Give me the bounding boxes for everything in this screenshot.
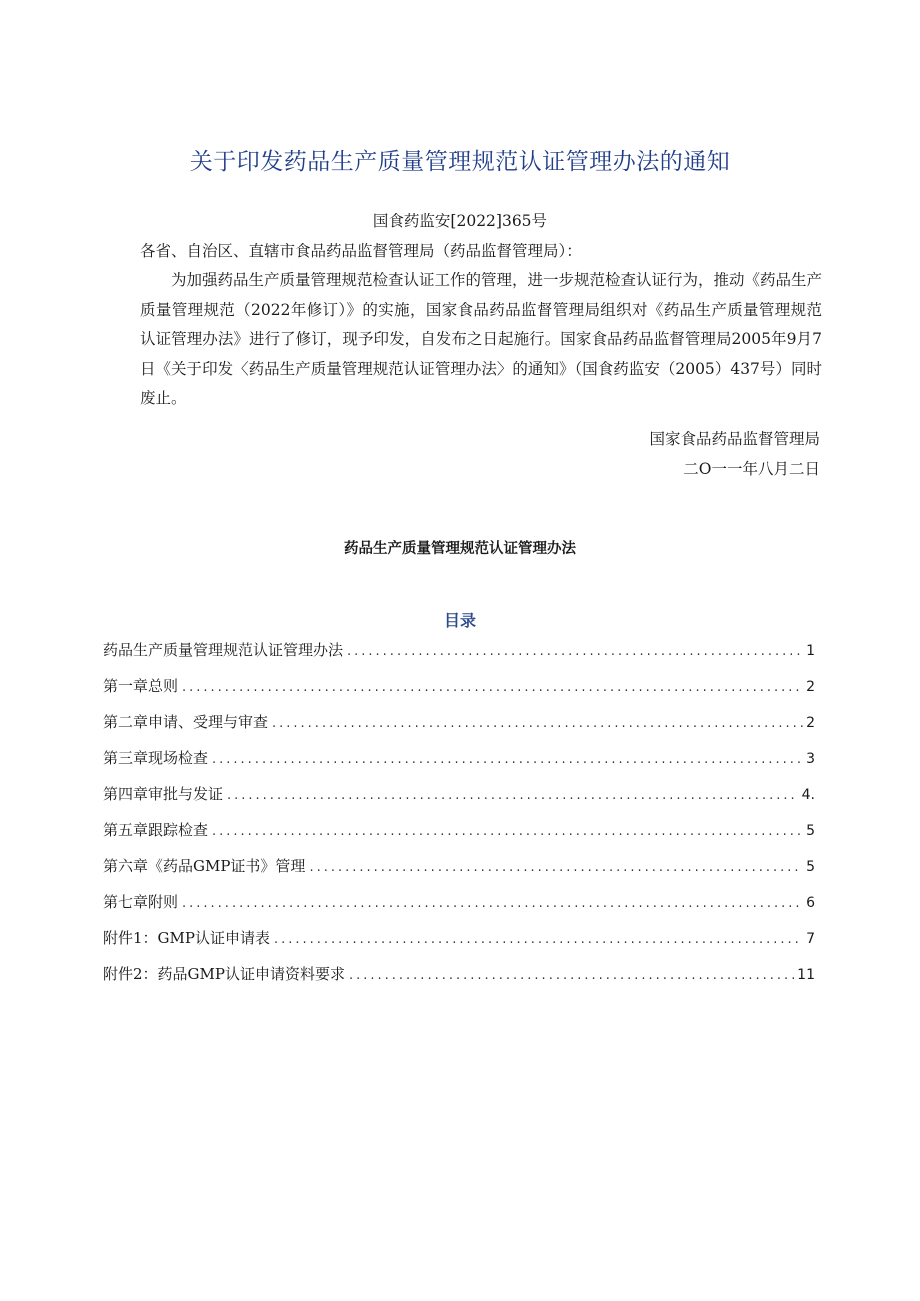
- toc-item-page: 6: [806, 895, 815, 911]
- toc-item-label: 药品生产质量管理规范认证管理办法: [103, 641, 344, 659]
- toc-item[interactable]: [103, 744, 815, 780]
- issuer-signature: 国家食品药品监督管理局: [649, 430, 820, 448]
- toc-item[interactable]: [103, 780, 815, 816]
- toc-item-page: 3: [806, 751, 815, 767]
- toc-item-label: 第四章审批与发证: [103, 785, 224, 803]
- toc-item[interactable]: [103, 960, 815, 996]
- toc-dot-leader: [227, 782, 799, 810]
- issue-date: 二O一一年八月二日: [683, 460, 820, 478]
- toc-item[interactable]: [103, 924, 815, 960]
- toc-item-page: 2: [806, 679, 815, 695]
- toc-dot-leader: [212, 818, 803, 846]
- toc-item[interactable]: [103, 888, 815, 924]
- toc-item[interactable]: [103, 708, 815, 744]
- toc-item-page: 1: [806, 643, 815, 659]
- toc-dot-leader: [182, 674, 803, 702]
- toc-item-label: 第二章申请、受理与审查: [103, 713, 269, 731]
- toc-item-page: 4.: [801, 787, 815, 803]
- document-title: 关于印发药品生产质量管理规范认证管理办法的通知: [189, 149, 731, 175]
- toc-item-label: 附件2：药品GMP认证申请资料要求: [103, 965, 345, 983]
- body-paragraph: 为加强药品生产质量管理规范检查认证工作的管理，进一步规范检查认证行为，推动《药品生产质量管理规范（2022年修订）》的实施，国家食品药品监督管理局组织对《药品生产质量管理规范认证管理办法》进行了修订，现予印发，自发布之日起施行。国家食品药品监督管理局2005年9月7日《关于印发〈药品生产质量管理规范认证管理办法〉的通知》（国食药监安（2005）437号）同时废止。: [140, 271, 823, 407]
- toc-dot-leader: [349, 962, 794, 990]
- document-number: 国食药监安[2022]365号: [372, 212, 548, 230]
- toc-dot-leader: [309, 854, 803, 882]
- toc-item[interactable]: [103, 816, 815, 852]
- toc-item[interactable]: [103, 852, 815, 888]
- toc-item-label: 第五章跟踪检查: [103, 821, 209, 839]
- toc-item-label: 第一章总则: [103, 677, 179, 695]
- toc-heading: 目录: [443, 611, 476, 630]
- toc-item-page: 7: [806, 931, 815, 947]
- toc-item-page: 5: [806, 823, 815, 839]
- toc-item-page: 11: [797, 967, 815, 983]
- table-of-contents: [103, 636, 815, 996]
- toc-dot-leader: [272, 710, 803, 738]
- toc-item[interactable]: [103, 672, 815, 708]
- toc-item-label: 第三章现场检查: [103, 749, 209, 767]
- toc-item-label: 第七章附则: [103, 893, 179, 911]
- recipients-line: 各省、自治区、直辖市食品药品监督管理局（药品监督管理局）：: [140, 242, 582, 260]
- toc-dot-leader: [182, 890, 803, 918]
- toc-dot-leader: [347, 638, 803, 666]
- toc-item-label: 第六章《药品GMP证书》管理: [103, 857, 306, 875]
- toc-item-page: 5: [806, 859, 815, 875]
- toc-item-label: 附件1：GMP认证申请表: [103, 929, 270, 947]
- toc-item-page: 2: [806, 715, 815, 731]
- toc-dot-leader: [212, 746, 803, 774]
- toc-dot-leader: [274, 926, 803, 954]
- toc-item[interactable]: [103, 636, 815, 672]
- section-title: 药品生产质量管理规范认证管理办法: [344, 541, 576, 557]
